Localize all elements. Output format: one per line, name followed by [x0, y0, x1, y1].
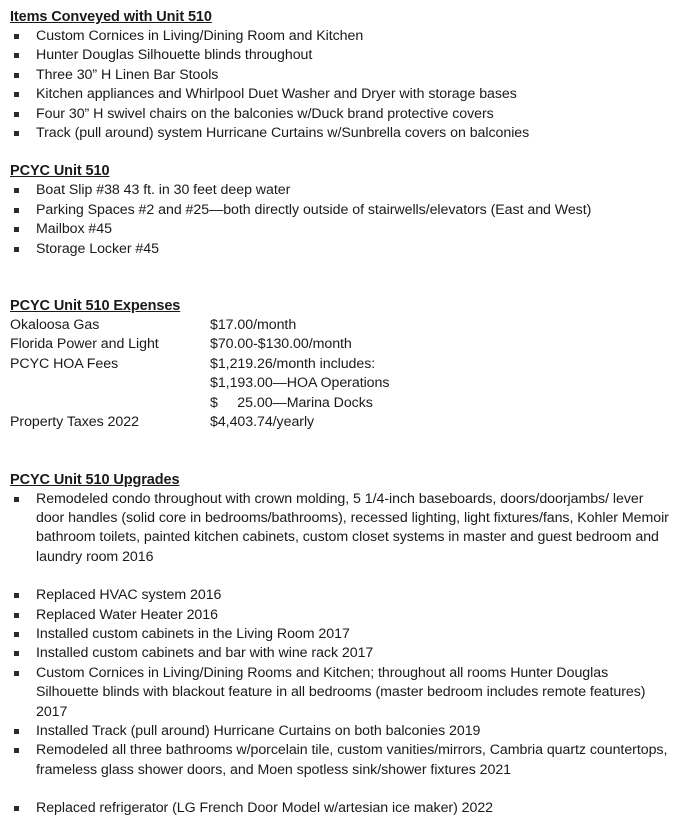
- list-item: [10, 27, 669, 46]
- list-item-text: Hunter Douglas Silhouette blinds throughout: [36, 47, 313, 64]
- expense-label: Okaloosa Gas: [10, 317, 100, 334]
- list-item-text: Mailbox #45: [36, 221, 112, 238]
- square-bullet-icon: [14, 188, 19, 193]
- list-item: [10, 105, 669, 124]
- square-bullet-icon: [14, 208, 19, 213]
- table-row: [10, 335, 640, 354]
- section-items-conveyed: [10, 8, 669, 143]
- list-item-text: Custom Cornices in Living/Dining Rooms and Kitchen; throughout all rooms Hunter Douglas Silhouette blinds with blackout feature in all bedrooms (master bedroom includes remote features) 2017: [36, 664, 646, 720]
- section-heading: PCYC Unit 510 Upgrades: [10, 471, 180, 488]
- list-item-text: Remodeled condo throughout with crown molding, 5 1/4-inch baseboards, doors/doorjambs/ lever door handles (solid core in bedrooms/bathrooms), recessed lighting, light fixtures/fans, Kohler Memoir bathroom toilets, painted kitchen cabinets, custom closet systems in master and guest bedroom and laundry room 2016: [36, 490, 669, 565]
- list-item: [10, 490, 669, 568]
- square-bullet-icon: [14, 53, 19, 58]
- list-item-text: Replaced HVAC system 2016: [36, 587, 222, 604]
- expense-value: $1,219.26/month includes:: [210, 355, 376, 372]
- expense-label: [10, 374, 210, 393]
- expense-label: Florida Power and Light: [10, 336, 159, 353]
- list-item: [10, 85, 669, 104]
- square-bullet-icon: [14, 497, 19, 502]
- list-item: [10, 722, 669, 741]
- square-bullet-icon: [14, 34, 19, 39]
- square-bullet-icon: [14, 131, 19, 136]
- list-item-text: Replaced refrigerator (LG French Door Model w/artesian ice maker) 2022: [36, 800, 494, 817]
- list-item-text: Replaced Water Heater 2016: [36, 606, 218, 623]
- expense-value: $ 25.00—Marina Docks: [210, 394, 373, 411]
- expense-value: $17.00/month: [210, 317, 297, 334]
- section-heading: PCYC Unit 510 Expenses: [10, 298, 181, 315]
- section-heading: PCYC Unit 510: [10, 163, 110, 180]
- list-item: [10, 220, 669, 239]
- section-spacer: [10, 143, 669, 162]
- square-bullet-icon: [14, 247, 19, 252]
- square-bullet-icon: [14, 632, 19, 637]
- square-bullet-icon: [14, 806, 19, 811]
- list-item: [10, 644, 669, 663]
- table-row: [10, 316, 640, 335]
- square-bullet-icon: [14, 748, 19, 753]
- table-row: [10, 413, 640, 432]
- list-item: [10, 625, 669, 644]
- square-bullet-icon: [14, 729, 19, 734]
- section-heading: Items Conveyed with Unit 510: [10, 9, 212, 25]
- list-item-text: Boat Slip #38 43 ft. in 30 feet deep water: [36, 182, 291, 199]
- section-spacer: [10, 433, 669, 471]
- square-bullet-icon: [14, 227, 19, 232]
- expense-label: Property Taxes 2022: [10, 414, 139, 431]
- list-item-text: Custom Cornices in Living/Dining Room and Kitchen: [36, 28, 364, 44]
- table-row: [10, 374, 640, 393]
- list-item: [10, 240, 669, 259]
- list-item: [10, 664, 669, 722]
- list-item: [10, 124, 669, 143]
- square-bullet-icon: [14, 671, 19, 676]
- list-item: [10, 741, 669, 780]
- expenses-table: [10, 316, 640, 432]
- list-item: [10, 799, 669, 818]
- list-item-text: Installed custom cabinets and bar with wine rack 2017: [36, 645, 374, 662]
- square-bullet-icon: [14, 112, 19, 117]
- list-item-text: Parking Spaces #2 and #25—both directly outside of stairwells/elevators (East and West): [36, 201, 592, 218]
- table-row: [10, 394, 640, 413]
- pcyc-unit-510-list: [10, 181, 669, 259]
- expense-value: $4,403.74/yearly: [210, 414, 315, 431]
- expense-value: $1,193.00—HOA Operations: [210, 375, 390, 392]
- items-conveyed-list: [10, 27, 669, 143]
- upgrades-list: [10, 490, 669, 819]
- list-item-text: Kitchen appliances and Whirlpool Duet Washer and Dryer with storage bases: [36, 86, 517, 103]
- list-item-text: Remodeled all three bathrooms w/porcelain tile, custom vanities/mirrors, Cambria quartz countertops, frameless glass shower doors, and Moen spotless sink/shower fixtures 2021: [36, 742, 668, 778]
- square-bullet-icon: [14, 613, 19, 618]
- square-bullet-icon: [14, 593, 19, 598]
- list-item: [10, 181, 669, 200]
- list-item: [10, 586, 669, 605]
- list-item: [10, 606, 669, 625]
- expense-label: [10, 394, 210, 413]
- list-item: [10, 66, 669, 85]
- square-bullet-icon: [14, 73, 19, 78]
- table-row: [10, 355, 640, 374]
- expense-label: PCYC HOA Fees: [10, 355, 119, 372]
- section-spacer: [10, 259, 669, 297]
- list-item-text: Storage Locker #45: [36, 240, 159, 257]
- square-bullet-icon: [14, 92, 19, 97]
- section-pcyc-unit-510: [10, 162, 669, 259]
- section-pcyc-unit-510-expenses: [10, 297, 669, 432]
- list-item-text: Installed Track (pull around) Hurricane Curtains on both balconies 2019: [36, 722, 481, 739]
- list-item: [10, 46, 669, 65]
- list-item-text: Installed custom cabinets in the Living Room 2017: [36, 625, 350, 642]
- list-item-text: Four 30” H swivel chairs on the balconies w/Duck brand protective covers: [36, 105, 494, 122]
- section-pcyc-unit-510-upgrades: [10, 471, 669, 819]
- list-item: [10, 201, 669, 220]
- expense-value: $70.00-$130.00/month: [210, 336, 352, 353]
- list-item-text: Three 30” H Linen Bar Stools: [36, 66, 219, 83]
- list-item-text: Track (pull around) system Hurricane Curtains w/Sunbrella covers on balconies: [36, 125, 530, 142]
- square-bullet-icon: [14, 651, 19, 656]
